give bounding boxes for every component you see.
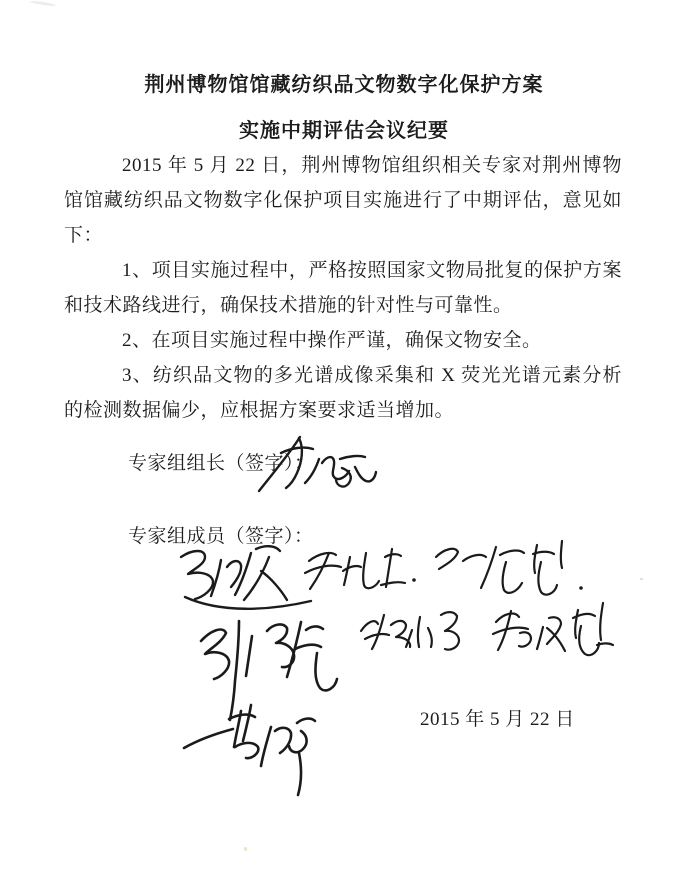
paragraph-intro: 2015 年 5 月 22 日，荆州博物馆组织相关专家对荆州博物馆馆藏纺织品文物数字化保护项目实施进行了中期评估，意见如下： [64,155,622,246]
document-title-line1: 荆州博物馆馆藏纺织品文物数字化保护方案 [144,74,544,96]
member-signature-7 [184,705,315,795]
leader-signature-label: 专家组组长（签字）： [128,453,314,474]
member-signature-5 [361,612,459,649]
paragraph-item-2: 2、在项目实施过程中操作严谨，确保文物安全。 [122,330,542,351]
member-signature-1 [181,546,311,609]
member-signature-3 [436,541,583,595]
paragraph-item-3: 3、纺织品文物的多光谱成像采集和 X 荧光光谱元素分析的检测数据偏少，应根据方案要求适当增加。 [64,365,622,421]
document-date: 2015 年 5 月 22 日 [420,709,575,730]
member-signature-label: 专家组成员（签字）： [128,526,314,547]
scan-speckle [244,847,247,851]
document-title-line2: 实施中期评估会议纪要 [239,120,449,142]
scan-speckle [30,0,56,7]
member-signature-2 [305,549,416,589]
paragraph-item-1: 1、项目实施过程中，严格按照国家文物局批复的保护方案和技术路线进行，确保技术措施的针对性与可靠性。 [64,260,622,316]
member-signature-6 [493,603,613,655]
member-signature-4 [201,621,337,720]
scan-speckle [640,578,643,580]
document-body [64,148,622,428]
